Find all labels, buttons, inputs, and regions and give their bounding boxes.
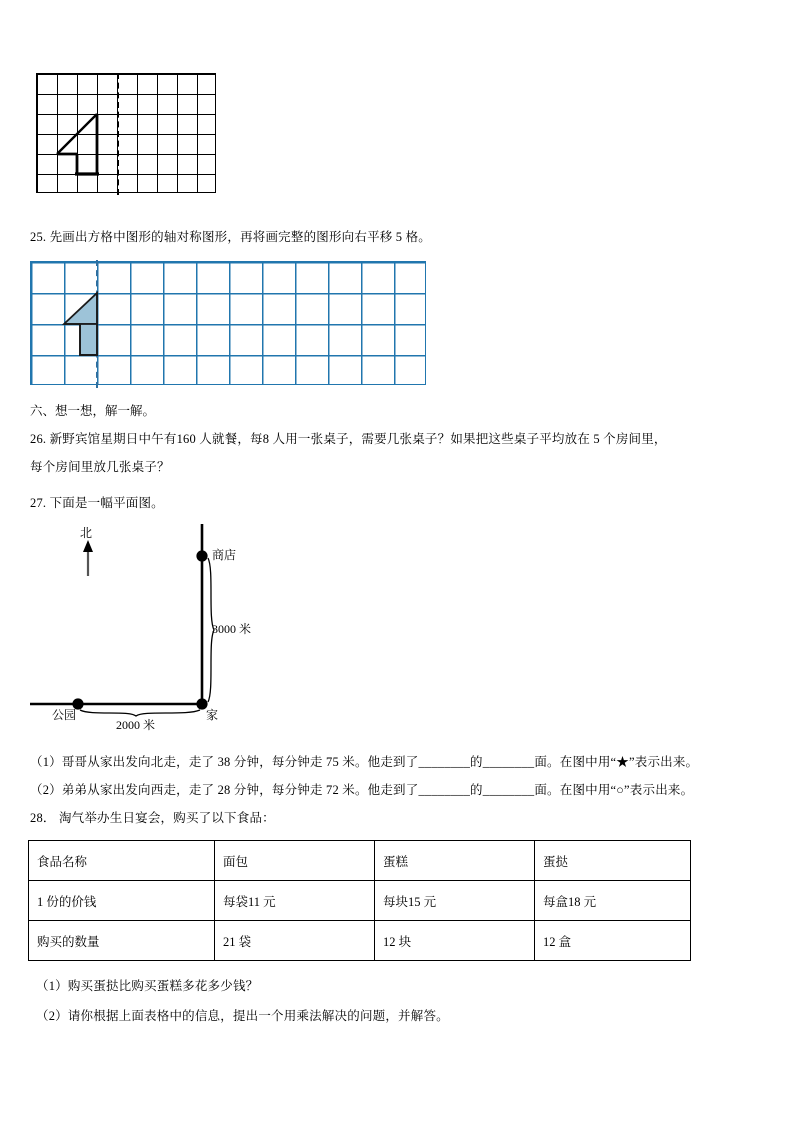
question-25-text: 先画出方格中图形的轴对称图形，再将画完整的图形向右平移 5 格。 [49,230,431,244]
table-cell-r2c3: 12 盒 [535,921,691,961]
map-label-shop: 商店 [212,548,237,562]
question-27-sub-1: （1）哥哥从家出发向北走，走了 38 分钟，每分钟走 75 米。他走到了________的________面。在图中用“★”表示出来。 [30,755,699,769]
map-lines [28,518,328,738]
table-cell-r2c1: 21 袋 [215,921,375,961]
question-28 [30,809,275,827]
table-row [29,841,691,881]
question-25-number: 25. [30,230,47,244]
figure-grid-black [36,73,216,193]
table-row [29,921,691,961]
shape-digit-one-outline [37,74,217,194]
question-26-number: 26. [30,432,47,446]
question-26-text-line-1: 新野宾馆星期日中午有160 人就餐，每8 人用一张桌子，需要几张桌子？如果把这些桌子平均放在 5 个房间里， [49,432,667,446]
question-28-text: 淘气举办生日宴会，购买了以下食品： [58,811,275,825]
question-25 [30,228,431,246]
map-label-distance-park-home: 2000 米 [116,718,156,732]
question-28-sub-1: （1）购买蛋挞比购买蛋糕多花多少钱？ [36,979,259,993]
table-cell-r1c0: 1 份的价钱 [29,881,215,921]
table-cell-r0c1: 面包 [215,841,375,881]
table-cell-r1c1: 每袋11 元 [215,881,375,921]
figure-grid-blue [30,261,426,385]
table-cell-r0c3: 蛋挞 [535,841,691,881]
map-label-home: 家 [206,708,219,722]
question-27-sub-2: （2）弟弟从家出发向西走，走了 28 分钟，每分钟走 72 米。他走到了________的________面。在图中用“○”表示出来。 [30,783,694,797]
table-cell-r0c0: 食品名称 [29,841,215,881]
question-27-number: 27. [30,496,47,510]
question-26-line-2: 每个房间里放几张桌子？ [30,460,170,474]
question-26-line-1 [30,430,667,448]
map-label-north: 北 [80,526,93,540]
table-cell-r2c2: 12 块 [375,921,535,961]
question-28-number: 28． [30,811,56,825]
table-cell-r2c0: 购买的数量 [29,921,215,961]
table-row [29,881,691,921]
question-28-sub-2: （2）请你根据上面表格中的信息，提出一个用乘法解决的问题，并解答。 [36,1009,449,1023]
map-label-distance-home-shop: 3000 米 [212,622,252,636]
table-cell-r1c3: 每盒18 元 [535,881,691,921]
question-27 [30,494,164,512]
table-cell-r1c2: 每块15 元 [375,881,535,921]
question-27-text: 下面是一幅平面图。 [49,496,164,510]
figure-plan-map [28,518,328,738]
table-cell-r0c2: 蛋糕 [375,841,535,881]
section-heading-6: 六、想一想，解一解。 [30,404,156,418]
map-point-shop [196,550,207,561]
shape-digit-one-filled [31,262,427,386]
food-purchase-table [28,840,691,961]
map-label-park: 公园 [52,708,77,722]
